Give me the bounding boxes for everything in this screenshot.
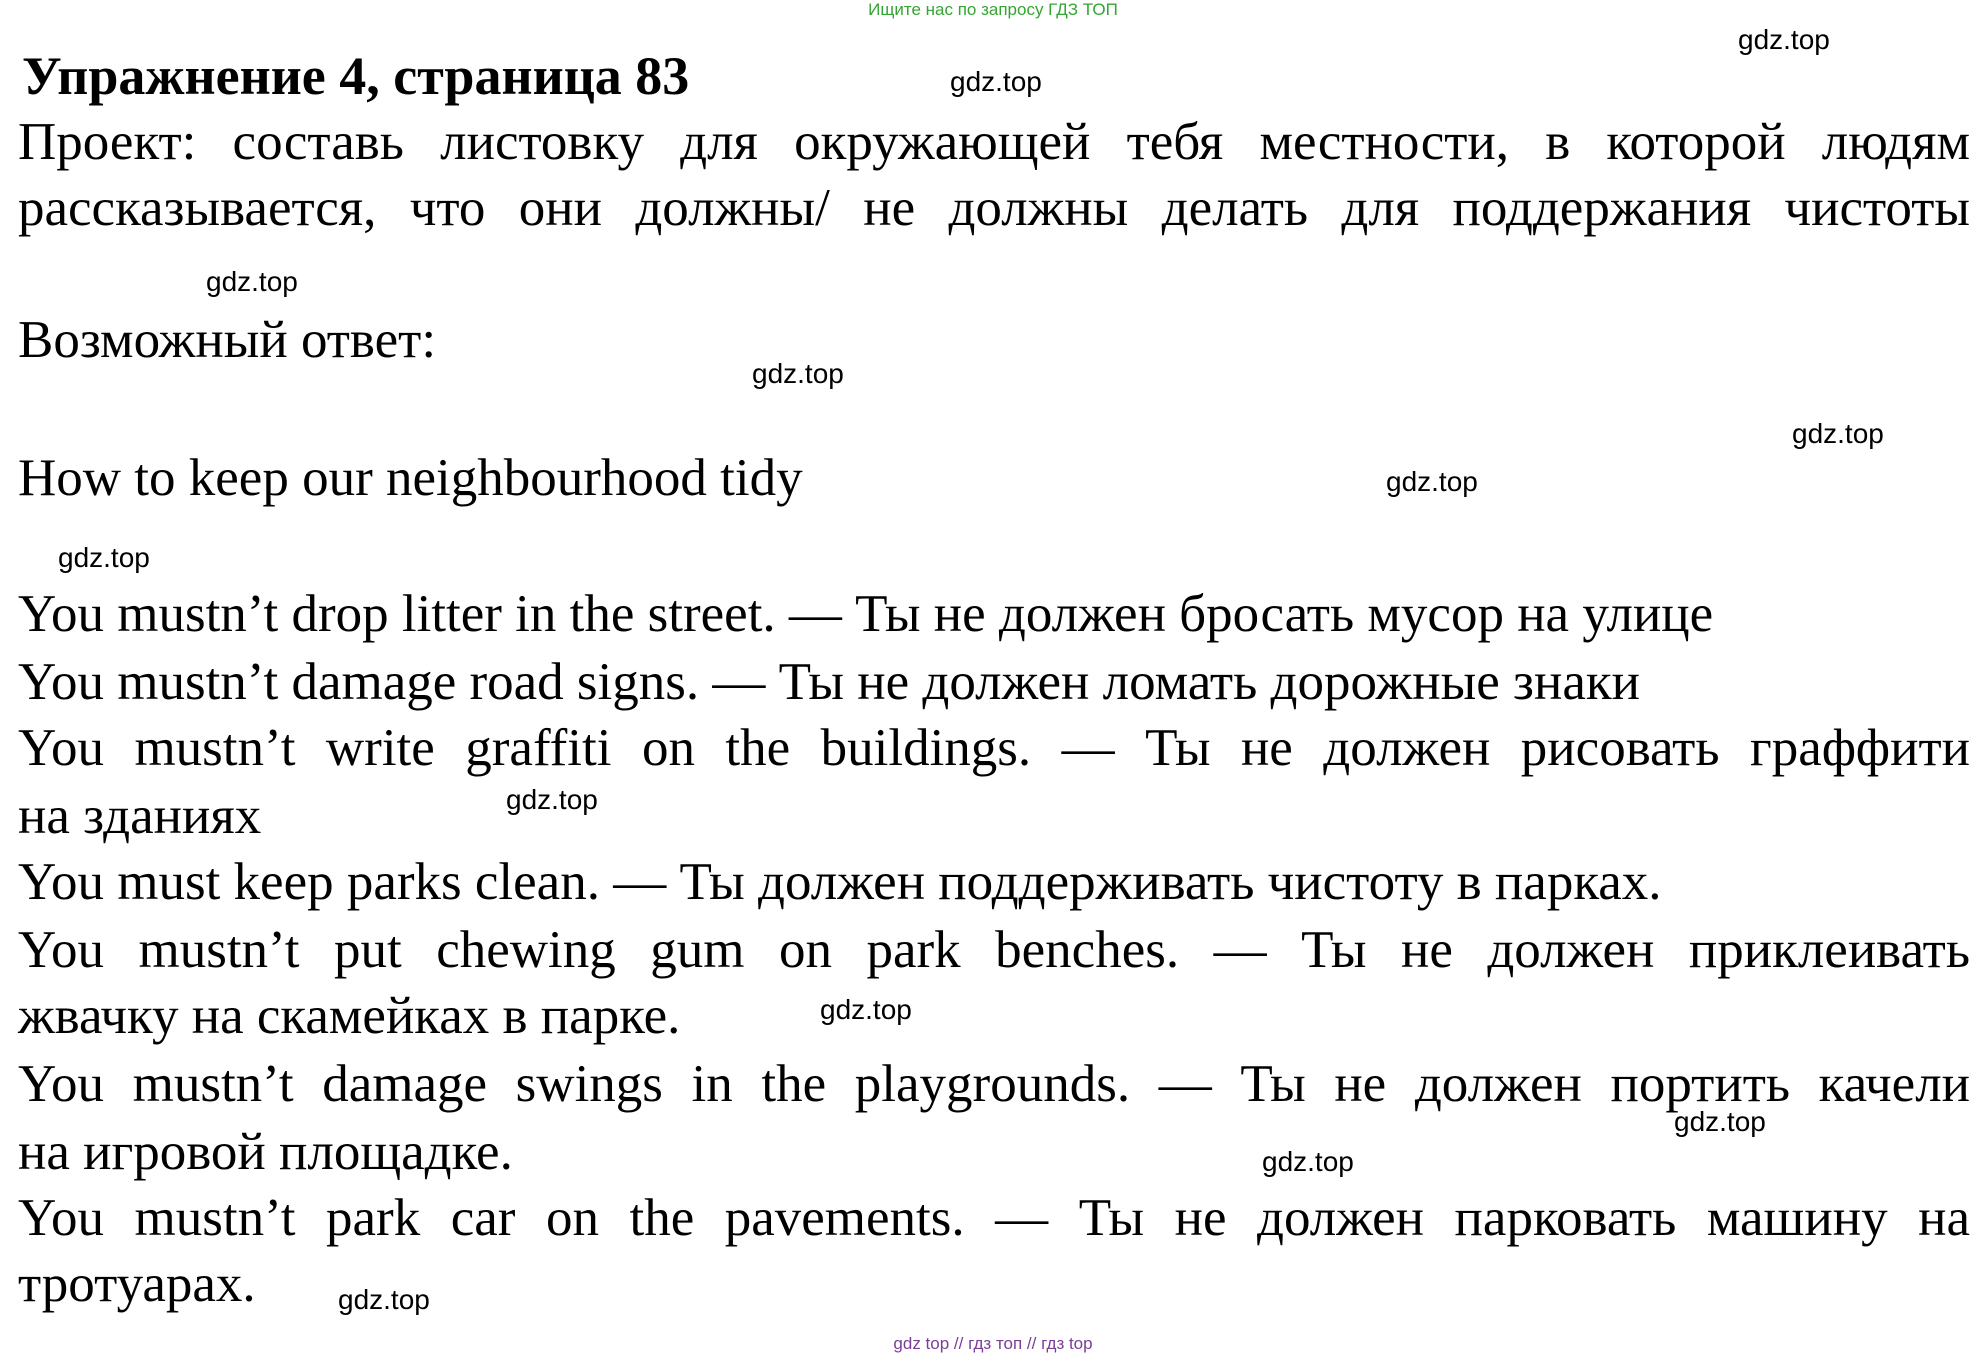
leaflet-title: How to keep our neighbourhood tidy (18, 449, 803, 507)
leaflet-line: на зданиях (18, 787, 262, 845)
watermark: gdz.top (820, 994, 912, 1025)
leaflet-line: You mustn’t park car on the pavements. — Ты не должен парковать машину на (18, 1189, 1970, 1247)
watermark: gdz.top (506, 784, 598, 815)
leaflet-line: You mustn’t put chewing gum on park benches. — Ты не должен приклеивать (18, 921, 1970, 979)
watermark: gdz.top (1386, 466, 1478, 497)
watermark: gdz.top (1738, 24, 1830, 55)
leaflet-line: You mustn’t damage road signs. — Ты не должен ломать дорожные знаки (18, 653, 1640, 711)
watermark: gdz.top (1792, 418, 1884, 449)
watermark: gdz.top (338, 1284, 430, 1315)
task-line: рассказывается, что они должны/ не должны делать для поддержания чистоты (18, 179, 1970, 237)
watermark: gdz.top (1262, 1146, 1354, 1177)
leaflet-line: на игровой площадке. (18, 1123, 513, 1181)
watermark: gdz.top (950, 66, 1042, 97)
page-title: Упражнение 4, страница 83 (22, 46, 690, 106)
leaflet-line: You mustn’t write graffiti on the buildings. — Ты не должен рисовать граффити (18, 719, 1970, 777)
top-banner[interactable]: Ищите нас по запросу ГДЗ ТОП (868, 0, 1118, 19)
watermark: gdz.top (206, 266, 298, 297)
watermark: gdz.top (752, 358, 844, 389)
leaflet-line: You must keep parks clean. — Ты должен поддерживать чистоту в парках. (18, 853, 1662, 911)
watermark: gdz.top (1674, 1106, 1766, 1137)
task-line: Проект: составь листовку для окружающей тебя местности, в которой людям (18, 113, 1970, 171)
leaflet-line: You mustn’t drop litter in the street. — Ты не должен бросать мусор на улице (18, 585, 1714, 643)
leaflet-line: жвачку на скамейках в парке. (18, 987, 681, 1045)
footer-links[interactable]: gdz top // гдз топ // гдз top (893, 1334, 1093, 1353)
watermark: gdz.top (58, 542, 150, 573)
leaflet-line: тротуарах. (18, 1255, 256, 1313)
answer-label: Возможный ответ: (18, 311, 437, 369)
leaflet-line: You mustn’t damage swings in the playgrounds. — Ты не должен портить качели (18, 1055, 1970, 1113)
